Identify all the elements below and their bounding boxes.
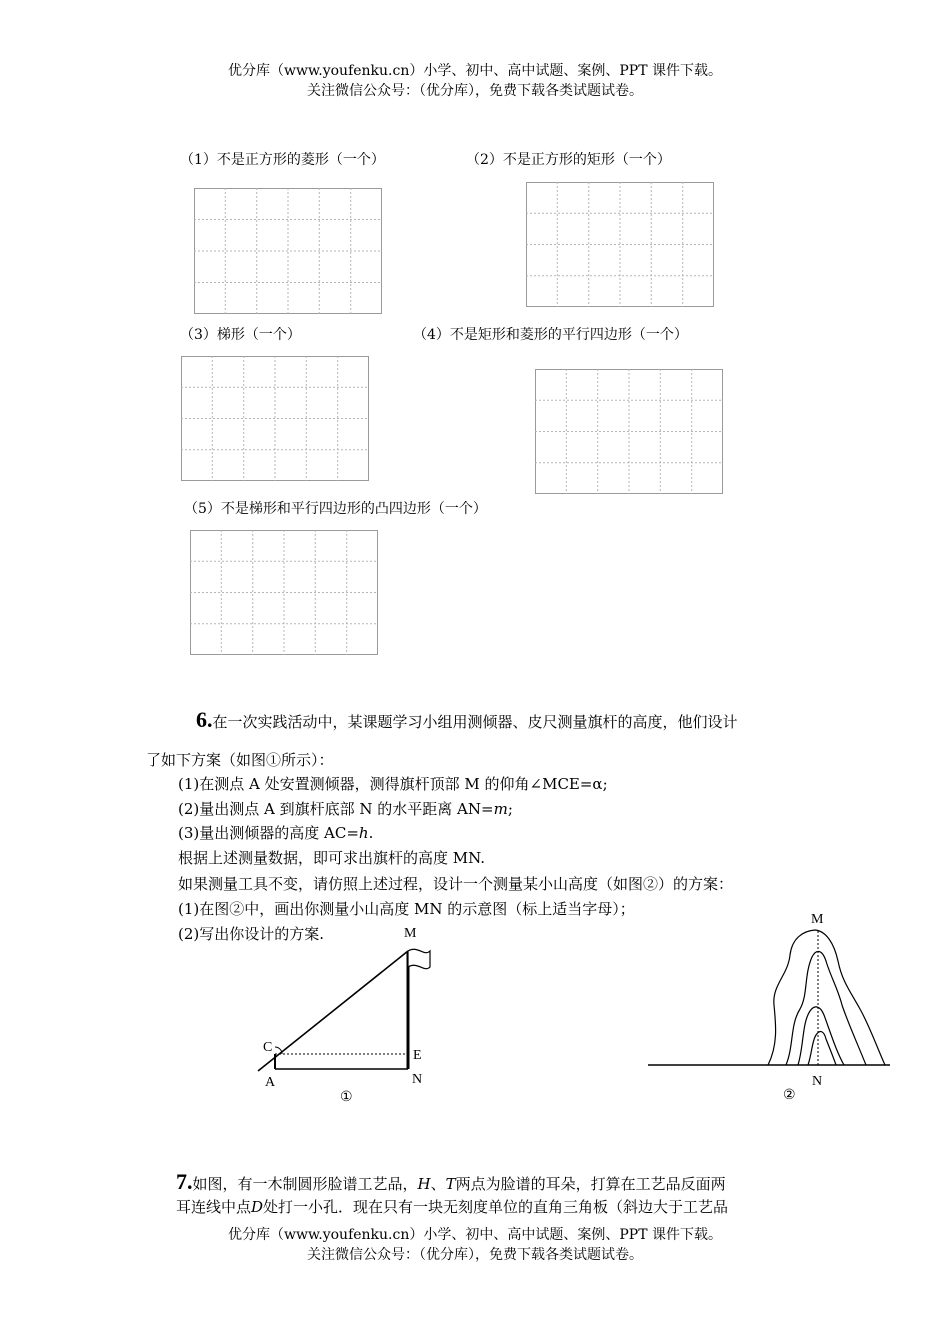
label-m: M	[811, 912, 824, 927]
label-a: A	[265, 1075, 276, 1090]
q7-text-2b: 处打一小孔．现在只有一块无刻度单位的直角三角板（斜边大于工艺品	[263, 1198, 729, 1216]
q7-var-t: T	[445, 1175, 456, 1193]
flag	[408, 949, 430, 968]
caption-2: ②	[783, 1088, 796, 1103]
label-m: M	[404, 926, 417, 941]
q6-step-2	[178, 797, 513, 821]
hill-ridge-1	[798, 1007, 844, 1065]
figure-2-hill	[640, 905, 900, 1110]
q7-line-2	[176, 1195, 728, 1219]
footer-line-1: 优分库（www.youfenku.cn）小学、初中、高中试题、案例、PPT 课件下载。	[227, 1227, 722, 1243]
footer-line-2: 关注微信公众号：（优分库），免费下载各类试题试卷。	[307, 1247, 643, 1263]
q7-number: 7.	[176, 1169, 193, 1194]
q6-task-1: (1)在图②中，画出你测量小山高度 MN 的示意图（标上适当字母）；	[178, 900, 635, 918]
q6-line-1	[196, 708, 738, 734]
grid-3-label: （3）梯形（一个）	[180, 327, 301, 343]
q6-step-1: (1)在测点 A 处安置测倾器，测得旗杆顶部 M 的仰角∠MCE=α;	[178, 775, 608, 793]
q6-number: 6.	[196, 707, 213, 732]
q6-task: 如果测量工具不变，请仿照上述过程，设计一个测量某小山高度（如图②）的方案：	[178, 875, 734, 893]
q6-var-h: h	[358, 824, 369, 842]
grid-2-label: （2）不是正方形的矩形（一个）	[466, 152, 671, 168]
q7-var-d: D	[251, 1198, 264, 1216]
q7-text-1a: 如图，有一木制圆形脸谱工艺品，	[192, 1175, 418, 1193]
grid-4-label: （4）不是矩形和菱形的平行四边形（一个）	[413, 327, 688, 343]
q7-text-1b: 两点为脸谱的耳朵，打算在工艺品反面两	[455, 1175, 726, 1193]
label-c: C	[263, 1040, 273, 1055]
grid-5	[190, 530, 378, 655]
q6-step-3	[178, 821, 373, 845]
label-n: N	[412, 1072, 423, 1087]
q7-sep: 、	[430, 1175, 446, 1193]
hill-outline-inner	[786, 951, 866, 1065]
sight-line	[258, 951, 408, 1071]
grid-1-label: （1）不是正方形的菱形（一个）	[180, 152, 385, 168]
q7-line-1	[176, 1170, 726, 1196]
q7-var-h: H	[417, 1175, 431, 1193]
q6-conclusion: 根据上述测量数据，即可求出旗杆的高度 MN.	[178, 849, 486, 867]
grid-1	[194, 188, 382, 314]
q6-step-3-prefix: (3)量出测倾器的高度 AC=	[178, 824, 359, 842]
q6-task-2: (2)写出你设计的方案.	[178, 925, 325, 943]
hill-outline-outer	[768, 930, 885, 1065]
q6-step-3-suffix: .	[368, 824, 374, 842]
header-line-2: 关注微信公众号：（优分库），免费下载各类试题试卷。	[307, 83, 643, 99]
label-n: N	[812, 1074, 823, 1089]
label-e: E	[413, 1048, 422, 1063]
q6-text-1: 在一次实践活动中，某课题学习小组用测倾器、皮尺测量旗杆的高度，他们设计	[212, 713, 738, 731]
grid-5-label: （5）不是梯形和平行四边形的凸四边形（一个）	[184, 501, 487, 517]
caption-1: ①	[340, 1090, 353, 1105]
grid-4	[535, 369, 723, 494]
q6-step-2-suffix: ;	[507, 800, 513, 818]
grid-3	[181, 356, 369, 481]
header-line-1: 优分库（www.youfenku.cn）小学、初中、高中试题、案例、PPT 课件下载。	[227, 63, 722, 79]
grid-2	[526, 182, 714, 307]
q6-var-m: m	[493, 800, 508, 818]
q6-line-2: 了如下方案（如图①所示）：	[146, 751, 334, 769]
q6-step-2-prefix: (2)量出测点 A 到旗杆底部 N 的水平距离 AN=	[178, 800, 494, 818]
figure-1-flagpole	[240, 915, 470, 1115]
q7-text-2a: 耳连线中点	[176, 1198, 252, 1216]
